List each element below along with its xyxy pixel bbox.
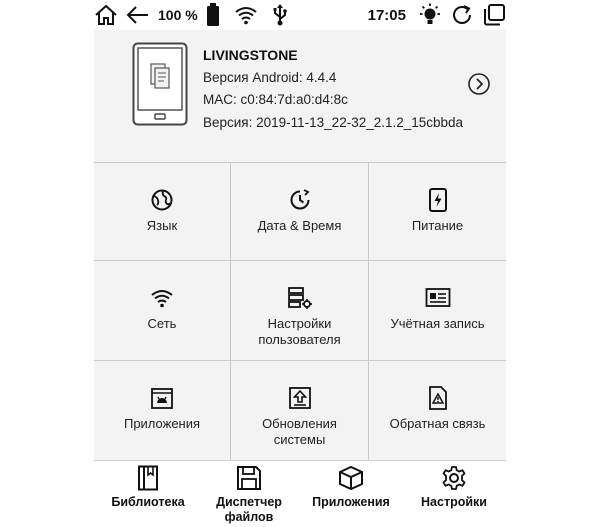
apps-box-icon: [338, 465, 364, 491]
feedback-icon: [428, 386, 448, 410]
setting-label: Обратная связь: [389, 416, 486, 431]
usb-icon: [272, 4, 288, 26]
nav-applications[interactable]: [306, 465, 396, 510]
clock-time: 17:05: [367, 6, 406, 24]
account-card-icon: [425, 286, 451, 310]
device-name: LIVINGSTONE: [203, 47, 298, 63]
firmware-version: Версия: 2019-11-13_22-32_2.1.2_15cbbda: [203, 114, 464, 130]
bottom-nav-divider: [94, 460, 506, 461]
android-version: Версия Android: 4.4.4: [203, 69, 337, 85]
setting-account[interactable]: [369, 261, 506, 361]
settings-grid: [94, 162, 506, 460]
setting-system-update[interactable]: [231, 361, 369, 460]
setting-label: Обновления системы: [262, 416, 337, 447]
battery-percent: 100 %: [158, 7, 198, 23]
nav-label: Приложения: [312, 495, 390, 509]
setting-user-settings[interactable]: [231, 261, 369, 361]
device-info-header[interactable]: [94, 30, 506, 162]
setting-label: Приложения: [123, 416, 201, 431]
device-info-text: [203, 44, 463, 134]
brightness-icon[interactable]: [418, 3, 442, 27]
nav-settings[interactable]: [414, 465, 494, 510]
setting-label: Настройки пользователя: [258, 316, 341, 347]
settings-panel: [94, 30, 506, 460]
wifi-icon: [150, 286, 174, 310]
android-app-icon: [150, 386, 174, 410]
nav-label: Библиотека: [111, 495, 185, 509]
status-bar: [94, 0, 506, 30]
nav-label: Диспетчер файлов: [216, 495, 282, 524]
clock-icon: [288, 188, 312, 212]
setting-feedback[interactable]: [369, 361, 506, 460]
refresh-icon[interactable]: [450, 3, 474, 27]
settings-gear-icon: [441, 465, 467, 491]
file-manager-icon: [236, 465, 262, 491]
setting-applications[interactable]: [94, 361, 231, 460]
setting-network[interactable]: [94, 261, 231, 361]
globe-icon: [150, 188, 174, 212]
wifi-icon: [234, 5, 258, 25]
setting-label: Язык: [146, 218, 178, 233]
windows-icon[interactable]: [482, 3, 506, 27]
setting-label: Дата & Время: [257, 218, 342, 233]
nav-library[interactable]: [108, 465, 188, 510]
power-icon: [428, 188, 448, 212]
back-arrow-icon[interactable]: [126, 5, 150, 25]
user-settings-icon: [287, 286, 313, 310]
setting-label: Учётная запись: [390, 316, 485, 331]
setting-label: Сеть: [147, 316, 177, 331]
nav-label: Настройки: [421, 495, 487, 509]
library-icon: [136, 465, 160, 491]
chevron-right-icon[interactable]: [467, 72, 491, 101]
home-icon[interactable]: [94, 4, 118, 26]
setting-label: Питание: [411, 218, 464, 233]
system-update-icon: [288, 386, 312, 410]
battery-icon: [206, 3, 220, 27]
setting-power[interactable]: [369, 162, 506, 261]
ereader-device-icon: [132, 42, 188, 131]
nav-file-manager[interactable]: [207, 465, 291, 525]
setting-language[interactable]: [94, 162, 231, 261]
mac-address: MAC: c0:84:7d:a0:d4:8c: [203, 92, 348, 107]
setting-date-time[interactable]: [231, 162, 369, 261]
